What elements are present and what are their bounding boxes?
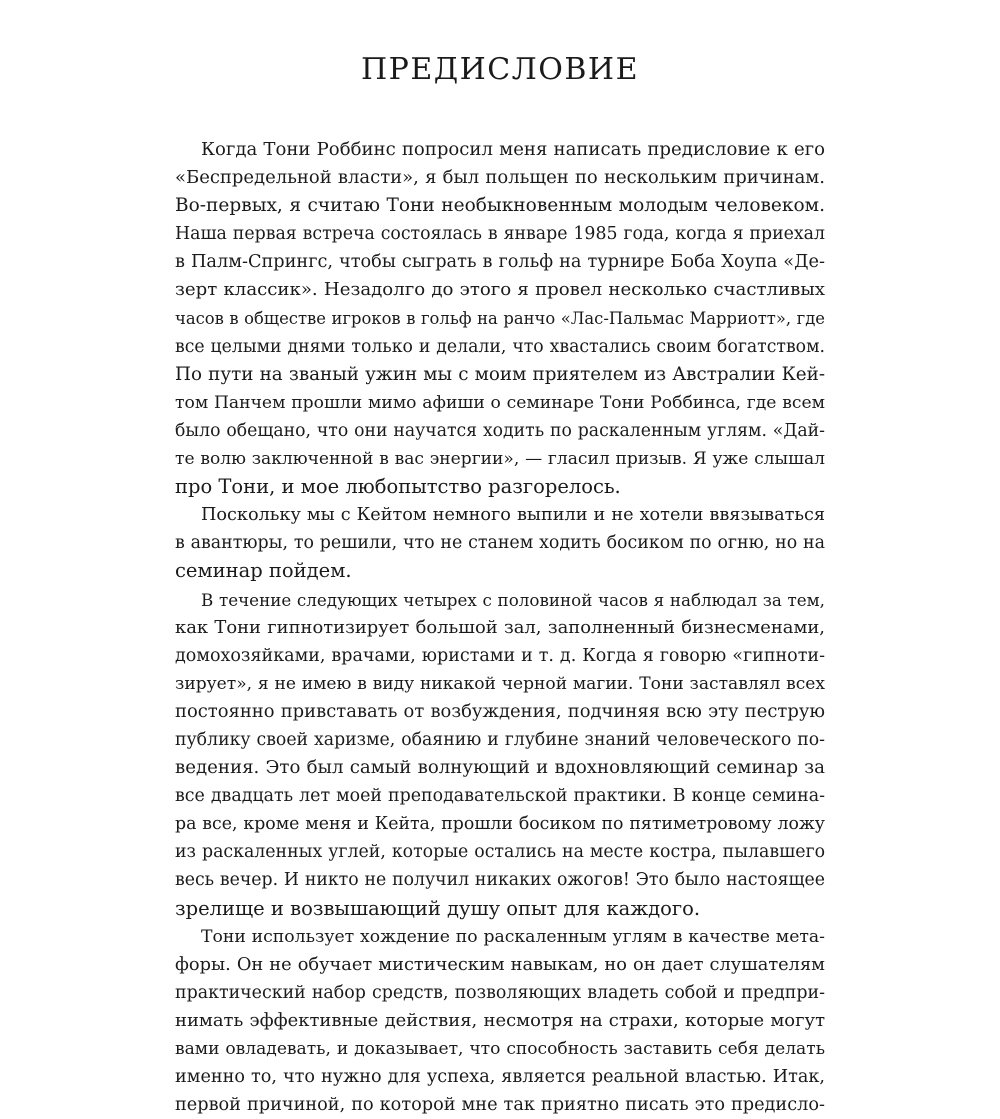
text-line: те волю заключенной в вас энергии», — гласил призыв. Я уже слышал (175, 449, 825, 470)
text-line: По пути на званый ужин мы с моим приятелем из Австралии Кей- (175, 363, 825, 385)
text-line: все целыми днями только и делали, что хвастались своим богатством. (175, 336, 825, 357)
text-line: все двадцать лет моей преподавательской практики. В конце семина- (175, 786, 825, 807)
text-line: ведения. Это был самый волнующий и вдохновляющий семинар за (175, 757, 825, 779)
text-line: из раскаленных углей, которые остались на месте костра, пылавшего (175, 842, 825, 863)
text-line: Во-первых, я считаю Тони необыкновенным молодым человеком. (175, 195, 825, 217)
text-line: Когда Тони Роббинс попросил меня написать предисловие к его (201, 139, 825, 160)
text-line: вами овладевать, и доказывает, что способность заставить себя делать (175, 1039, 825, 1059)
text-line: ра все, кроме меня и Кейта, прошли босиком по пятиметровому ложу (175, 814, 825, 835)
text-line: публику своей харизме, обаянию и глубине знаний человеческого по- (175, 729, 825, 750)
text-line: постоянно привставать от возбуждения, подчиняя всю эту пеструю (175, 700, 825, 722)
text-line: первой причиной, по которой мне так приятно писать это предисло- (175, 1095, 825, 1116)
text-line: зерт классик». Незадолго до этого я провел несколько счастливых (175, 279, 825, 301)
paragraph (175, 501, 825, 585)
text-line: именно то, что нужно для успеха, является реальной властью. Итак, (175, 1067, 825, 1088)
text-line: домохозяйками, врачами, юристами и т. д. Когда я говорю «гипноти- (175, 645, 825, 666)
book-page (175, 40, 825, 1119)
text-line: зрелище и возвышающий душу опыт для каждого. (175, 896, 701, 920)
text-line: зирует», я не имею в виду никакой черной магии. Тони заставлял всех (175, 673, 825, 694)
paragraph (175, 923, 825, 1119)
page-title: ПРЕДИСЛОВИЕ (361, 52, 639, 87)
text-line: семинар пойдем. (175, 559, 352, 583)
paragraph (175, 586, 825, 923)
text-line: было обещано, что они научатся ходить по раскаленным углям. «Дай- (175, 420, 825, 441)
text-line: форы. Он не обучает мистическим навыкам, но он дает слушателям (175, 954, 825, 975)
text-line: в авантюры, то решили, что не станем ходить босиком по огню, но на (175, 533, 825, 554)
text-line: Наша первая встреча состоялась в январе 1985 года, когда я приехал (175, 224, 825, 245)
text-line: практический набор средств, позволяющих владеть собой и предпри- (175, 982, 825, 1003)
text-line: как Тони гипнотизирует большой зал, заполненный бизнесменами, (175, 616, 825, 638)
text-line: весь вечер. И никто не получил никаких ожогов! Это было настоящее (175, 870, 825, 891)
text-line: «Беспредельной власти», я был польщен по нескольким причинам. (175, 167, 825, 189)
text-line: Тони использует хождение по раскаленным углям в качестве мета- (201, 926, 825, 947)
text-line: часов в обществе игроков в гольф на ранчо «Лас-Пальмас Марриотт», где (175, 308, 825, 328)
text-line: Поскольку мы с Кейтом немного выпили и не хотели ввязываться (201, 505, 825, 526)
text-line: про Тони, и мое любопытство разгорелось. (175, 475, 621, 499)
paragraph (175, 136, 825, 501)
text-line: нимать эффективные действия, несмотря на страхи, которые могут (175, 1009, 825, 1031)
text-line: том Панчем прошли мимо афиши о семинаре Тони Роббинса, где всем (175, 392, 825, 413)
body-text (175, 136, 825, 1119)
text-line: В течение следующих четырех с половиной часов я наблюдал за тем, (201, 589, 825, 610)
text-line: в Палм-Спрингс, чтобы сыграть в гольф на турнире Боба Хоупа «Де- (175, 252, 825, 273)
